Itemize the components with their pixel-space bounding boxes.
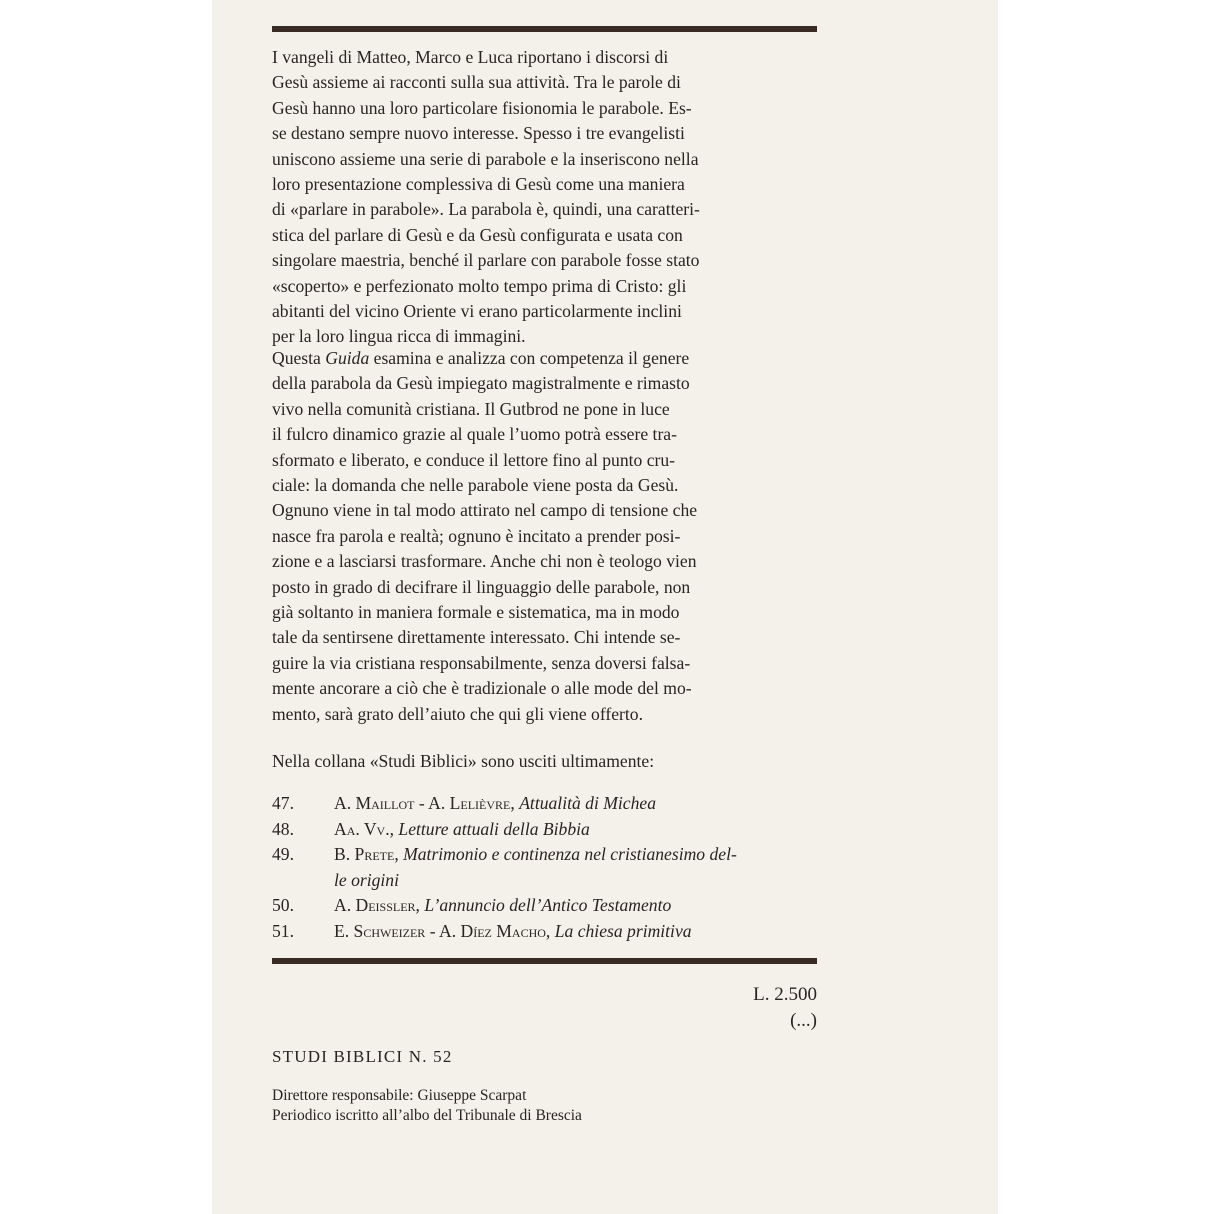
text-line: Questa Guida esamina e analizza con competenza il genere <box>272 348 690 368</box>
text-line: di «parlare in parabole». La parabola è, quindi, una caratteri- <box>272 199 700 220</box>
list-item: 51. E. Schweizer - A. Díez Macho, La chiesa primitiva <box>272 919 817 945</box>
text-line: «scoperto» e perfezionato molto tempo prima di Cristo: gli <box>272 275 687 296</box>
item-title: Attualità di Michea <box>519 793 657 813</box>
text-line: mento, sarà grato dell’aiuto che qui gli viene offerto. <box>272 703 643 724</box>
colophon <box>272 1086 582 1126</box>
text-line: se destano sempre nuovo interesse. Spesso i tre evangelisti <box>272 123 685 144</box>
item-number: 49. <box>272 844 294 865</box>
item-author: A. Maillot - A. Lelièvre <box>334 793 511 813</box>
list-item: 47. A. Maillot - A. Lelièvre, Attualità di Michea <box>272 791 817 817</box>
book-list <box>272 791 817 945</box>
text-line: I vangeli di Matteo, Marco e Luca riportano i discorsi di <box>272 47 669 67</box>
text-line: singolare maestria, benché il parlare con parabole fosse stato <box>272 250 700 271</box>
text-line: zione e a lasciarsi trasformare. Anche chi non è teologo vien <box>272 551 697 572</box>
item-title: Letture attuali della Bibbia <box>398 818 590 839</box>
text-line: nasce fra parola e realtà; ognuno è incitato a prender posi- <box>272 525 681 546</box>
intro-paragraph <box>272 45 817 350</box>
list-item: 50. A. Deissler, L’annuncio dell’Antico Testamento <box>272 893 817 919</box>
price: L. 2.500 <box>753 984 817 1005</box>
text-line: vivo nella comunità cristiana. Il Gutbrod ne pone in luce <box>272 398 670 419</box>
collana-intro: Nella collana «Studi Biblici» sono usciti ultimamente: <box>272 751 655 771</box>
text-line: Gesù assieme ai racconti sulla sua attività. Tra le parole di <box>272 72 681 93</box>
colophon-line: Periodico iscritto all’albo del Tribunale di Brescia <box>272 1107 582 1124</box>
series-label: STUDI BIBLICI N. 52 <box>272 1047 453 1066</box>
item-title: L’annuncio dell’Antico Testamento <box>424 895 672 916</box>
text-line: per la loro lingua ricca di immagini. <box>272 326 526 347</box>
text-line: della parabola da Gesù impiegato magistralmente e rimasto <box>272 373 690 394</box>
colophon-line: Direttore responsabile: Giuseppe Scarpat <box>272 1087 527 1104</box>
text-line: sformato e liberato, e conduce il lettore fino al punto cru- <box>272 449 676 470</box>
top-rule <box>272 26 817 32</box>
text-line: ciale: la domanda che nelle parabole viene posta da Gesù. <box>272 475 679 496</box>
text-line: mente ancorare a ciò che è tradizionale o alle mode del mo- <box>272 678 692 699</box>
text-line: stica del parlare di Gesù e da Gesù configurata e usata con <box>272 224 683 245</box>
bottom-rule <box>272 958 817 964</box>
text-line: loro presentazione complessiva di Gesù come una maniera <box>272 174 685 195</box>
list-item: 49. B. Prete, Matrimonio e continenza nel cristianesimo del- le origini <box>272 844 737 890</box>
text-line: il fulcro dinamico grazie al quale l’uomo potrà essere tra- <box>272 424 677 445</box>
text-line: abitanti del vicino Oriente vi erano particolarmente inclini <box>272 301 682 322</box>
price-note: (...) <box>790 1010 817 1031</box>
item-number: 47. <box>272 793 294 813</box>
price-block <box>753 982 817 1034</box>
item-title: Matrimonio e continenza nel cristianesimo del- <box>403 844 737 865</box>
item-title-continued: le origini <box>334 869 399 890</box>
item-number: 48. <box>272 818 294 839</box>
item-author: E. Schweizer - A. Díez Macho <box>334 920 546 941</box>
text-line: Gesù hanno una loro particolare fisionomia le parabole. Es- <box>272 97 692 118</box>
text-line: tale da sentirsene direttamente interessato. Chi intende se- <box>272 627 681 648</box>
list-item: 48. Aa. Vv., Letture attuali della Bibbia <box>272 817 817 843</box>
item-author: B. Prete <box>334 844 395 865</box>
text-line: Ognuno viene in tal modo attirato nel campo di tensione che <box>272 500 698 521</box>
item-author: Aa. Vv. <box>334 818 390 839</box>
item-number: 51. <box>272 920 294 941</box>
item-title: La chiesa primitiva <box>554 920 692 941</box>
item-author: A. Deissler <box>334 895 416 916</box>
item-number: 50. <box>272 895 294 916</box>
text-line: uniscono assieme una serie di parabole e la inseriscono nella <box>272 148 699 169</box>
text-line: già soltanto in maniera formale e sistematica, ma in modo <box>272 602 680 623</box>
guida-italic: Guida <box>325 348 370 368</box>
guida-paragraph <box>272 346 817 727</box>
text-line: guire la via cristiana responsabilmente, senza doversi falsa- <box>272 652 691 673</box>
text-line: posto in grado di decifrare il linguaggio delle parabole, non <box>272 576 691 597</box>
